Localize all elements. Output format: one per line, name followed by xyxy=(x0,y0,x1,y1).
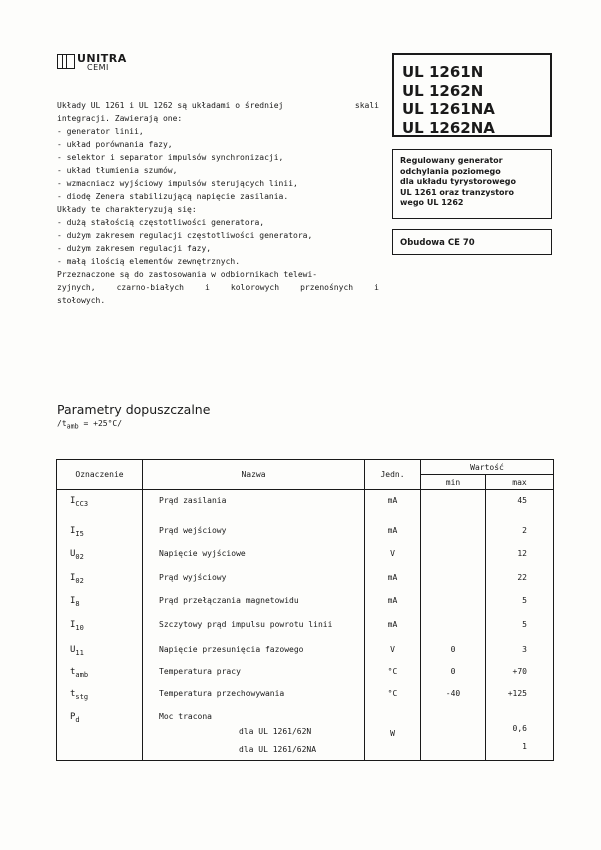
param-unit: °C xyxy=(365,683,421,706)
param-min: 0 xyxy=(421,661,486,683)
param-name: Prąd wyjściowy xyxy=(143,567,365,590)
param-unit: mA xyxy=(365,520,421,543)
param-name: Napięcie przesunięcia fazowego xyxy=(143,639,365,661)
list-item: - diodę Zenera stabilizującą napięcie zasilania. xyxy=(57,192,289,201)
part-number: UL 1262NA xyxy=(402,118,495,137)
list-item: - wzmacniacz wyjściowy impulsów sterujących linii, xyxy=(57,179,298,188)
param-max: 0,6 1 xyxy=(486,706,554,761)
param-min xyxy=(421,543,486,567)
param-max: 12 xyxy=(486,543,554,567)
param-max: 2 xyxy=(486,520,554,543)
param-min xyxy=(421,590,486,614)
table-row xyxy=(57,639,554,661)
section-title: Parametry dopuszczalne xyxy=(57,402,211,417)
description-line: wego UL 1262 xyxy=(400,198,464,207)
param-unit: V xyxy=(365,639,421,661)
param-unit: mA xyxy=(365,614,421,639)
list-item: - małą ilością elementów zewnętrznych. xyxy=(57,257,241,266)
header-name: Nazwa xyxy=(143,460,365,490)
description-line: UL 1261 oraz tranzystoro xyxy=(400,187,514,197)
param-symbol: $I_{10}$ xyxy=(57,614,143,639)
param-name: Prąd wejściowy xyxy=(143,520,365,543)
unitra-logo-icon xyxy=(57,54,75,69)
description-line: dla układu tyrystorowego xyxy=(400,177,517,186)
param-symbol: $I_8$ xyxy=(57,590,143,614)
header-value: Wartość xyxy=(421,460,554,475)
list-item: - dużym zakresem regulacji częstotliwości generatora, xyxy=(57,231,313,240)
param-max: 5 xyxy=(486,590,554,614)
table-row xyxy=(57,706,554,761)
param-min xyxy=(421,520,486,543)
param-symbol: $U_{11}$ xyxy=(57,639,143,661)
table-row xyxy=(57,661,554,683)
param-name: Temperatura pracy xyxy=(143,661,365,683)
param-max: 3 xyxy=(486,639,554,661)
param-symbol: $I_{02}$ xyxy=(57,567,143,590)
header-symbol: Oznaczenie xyxy=(57,460,143,490)
intro-line: Układy UL 1261 i UL 1262 są układami o średniej skali xyxy=(57,101,379,110)
param-unit: mA xyxy=(365,590,421,614)
table-row xyxy=(57,543,554,567)
table-row xyxy=(57,520,554,543)
description-box xyxy=(392,149,552,219)
table-row xyxy=(57,590,554,614)
param-symbol: $I_{I5}$ xyxy=(57,520,143,543)
param-symbol: $I_{CC3}$ xyxy=(57,490,143,520)
param-min: 0 xyxy=(421,639,486,661)
header-min: min xyxy=(421,475,486,490)
param-max: 45 xyxy=(486,490,554,520)
brand-sub: CEMI xyxy=(87,63,109,72)
table-row xyxy=(57,683,554,706)
part-number-box xyxy=(392,53,552,137)
header-unit: Jedn. xyxy=(365,460,421,490)
param-unit: mA xyxy=(365,490,421,520)
param-min: -40 xyxy=(421,683,486,706)
param-name: Szczytowy prąd impulsu powrotu linii xyxy=(143,614,365,639)
param-symbol: $t_{stg}$ xyxy=(57,683,143,706)
list-item: - dużym zakresem regulacji fazy, xyxy=(57,244,212,253)
param-max: 5 xyxy=(486,614,554,639)
intro-line: integracji. Zawierają one: xyxy=(57,114,183,123)
part-number: UL 1261NA xyxy=(402,100,495,118)
body-text xyxy=(57,99,379,307)
param-unit: W xyxy=(365,706,421,761)
param-min xyxy=(421,706,486,761)
case-label: Obudowa CE 70 xyxy=(392,229,552,255)
purpose-line: Przeznaczone są do zastosowania w odbiornikach telewi- xyxy=(57,270,318,279)
param-max: +125 xyxy=(486,683,554,706)
list-item: - układ tłumienia szumów, xyxy=(57,166,178,175)
list-item: - selektor i separator impulsów synchronizacji, xyxy=(57,153,284,162)
param-unit: V xyxy=(365,543,421,567)
param-unit: °C xyxy=(365,661,421,683)
param-symbol: $P_d$ xyxy=(57,706,143,761)
param-name: Prąd zasilania xyxy=(143,490,365,520)
table-row xyxy=(57,490,554,520)
table-row xyxy=(57,567,554,590)
part-number: UL 1261N xyxy=(402,63,484,81)
param-min xyxy=(421,614,486,639)
param-min xyxy=(421,567,486,590)
purpose-line: stołowych. xyxy=(57,296,106,305)
param-max: +70 xyxy=(486,661,554,683)
param-name: Temperatura przechowywania xyxy=(143,683,365,706)
param-max: 22 xyxy=(486,567,554,590)
description-line: odchylania poziomego xyxy=(400,166,501,176)
conditions-note: $/t_{amb} = +25^\circ C/$ xyxy=(57,419,123,431)
param-name: Napięcie wyjściowe xyxy=(143,543,365,567)
features-intro: Układy te charakteryzują się: xyxy=(57,205,197,214)
header-max: max xyxy=(486,475,554,490)
list-item: - generator linii, xyxy=(57,127,144,136)
param-min xyxy=(421,490,486,520)
list-item: - układ porównania fazy, xyxy=(57,140,173,149)
part-number: UL 1262N xyxy=(402,81,484,100)
param-symbol: $U_{02}$ xyxy=(57,543,143,567)
param-name: Moc tracona dla UL 1261/62N dla UL 1261/62NA xyxy=(143,706,365,761)
description-line: Regulowany generator xyxy=(400,156,503,165)
param-unit: mA xyxy=(365,567,421,590)
brand-name: UNITRA xyxy=(77,52,127,65)
param-name: Prąd przełączania magnetowidu xyxy=(143,590,365,614)
param-symbol: $t_{amb}$ xyxy=(57,661,143,683)
table-row xyxy=(57,614,554,639)
purpose-line: zyjnych, czarno-białych i kolorowych przenośnych i xyxy=(57,283,379,292)
list-item: - dużą stałością częstotliwości generatora, xyxy=(57,218,265,227)
parameters-table xyxy=(56,459,554,761)
